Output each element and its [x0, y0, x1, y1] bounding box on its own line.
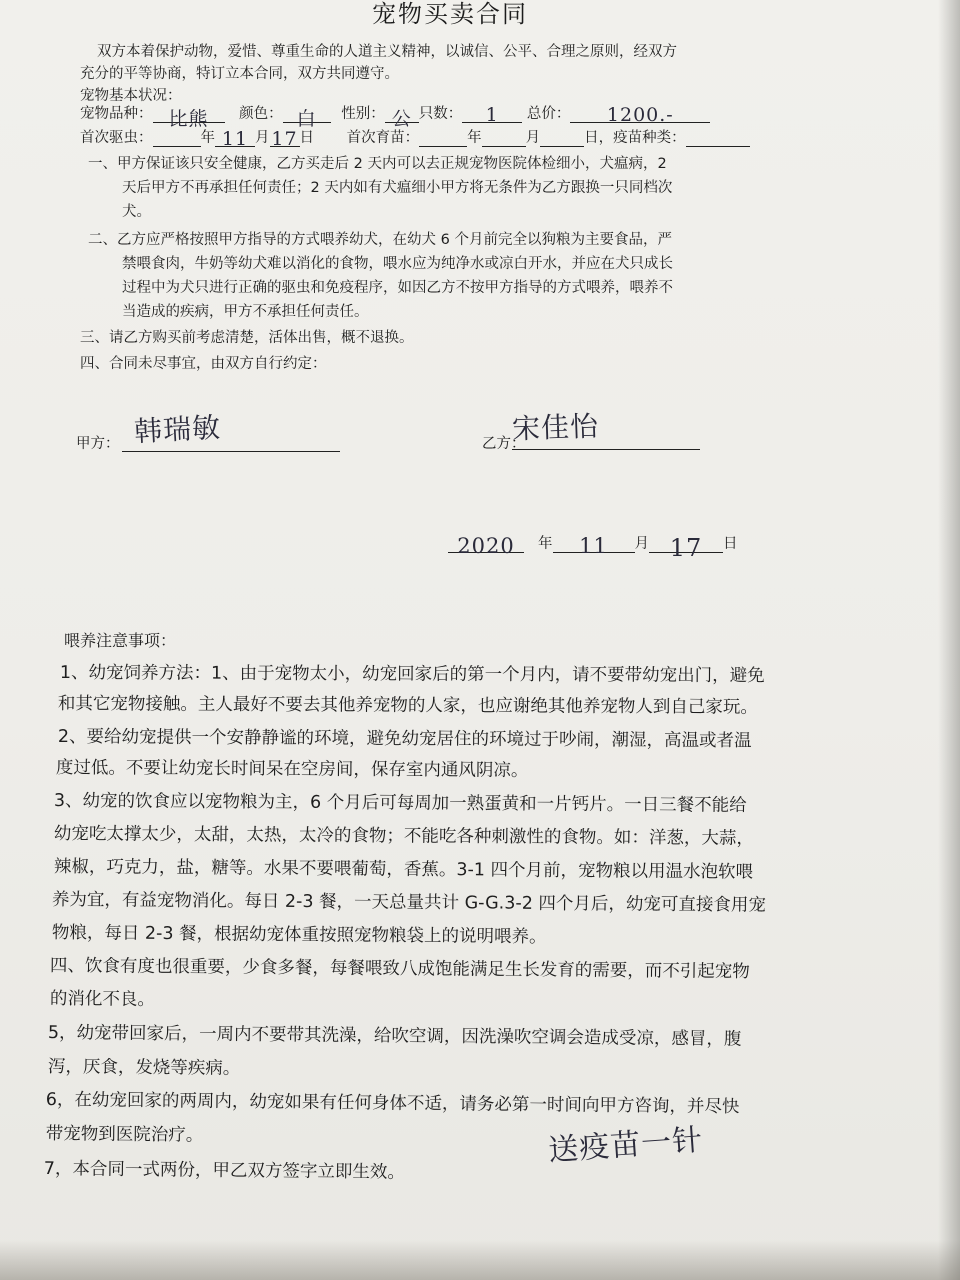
deworm-month-suffix: 月 [255, 130, 270, 146]
bottom-shadow [0, 1240, 960, 1280]
notes-heading: 喂养注意事项： [64, 631, 177, 650]
note-line: 7，本合同一式两份，甲乙双方签字立即生效。 [43, 1158, 406, 1183]
party-b-sign-line [512, 448, 700, 450]
note-line: 幼宠吃太撑太少，太甜，太热，太冷的食物；不能吃各种刺激性的食物。如：洋葱，大蒜， [53, 823, 754, 849]
vaccine-day-suffix: 日，疫苗种类： [584, 130, 686, 146]
price-label: 总价： [526, 106, 571, 122]
color-label: 颜色： [239, 106, 283, 122]
date-year: 2020 [448, 534, 524, 553]
deworm-month: 11 [215, 128, 255, 147]
note-line: 2、要给幼宠提供一个安静静谧的环境，避免幼宠居住的环境过于吵闹，潮湿，高温或者温 [57, 726, 752, 752]
date-year-suffix: 年 [538, 536, 553, 552]
date-month-suffix: 月 [634, 536, 649, 552]
note-line: 度过低。不要让幼宠长时间呆在空房间，保存室内通风阴凉。 [55, 757, 529, 781]
basic-heading: 宠物基本状况： [80, 88, 182, 104]
note-line: 带宠物到医院治疗。 [45, 1123, 204, 1146]
deworm-row [80, 126, 750, 150]
note-line: 1、幼宠饲养方法：1、由于宠物太小，幼宠回家后的第一个月内，请不要带幼宠出门，避免 [59, 662, 765, 687]
date-month: 11 [553, 534, 635, 553]
page-title: 宠物买卖合同 [372, 0, 528, 28]
date-day: 17 [649, 534, 723, 553]
clause-4: 四、合同未尽事宜，由双方自行约定： [80, 356, 327, 372]
intro-line-2: 充分的平等协商，特订立本合同，双方共同遵守。 [80, 66, 399, 82]
pet-basic-row [80, 102, 710, 130]
sex-value: 公 [385, 104, 419, 123]
sex-label: 性别： [341, 106, 385, 122]
note-line: 泻，厌食，发烧等疾病。 [47, 1056, 241, 1079]
note-line: 3、幼宠的饮食应以宠物粮为主，6 个月后可每周加一熟蛋黄和一片钙片。一日三餐不能给 [53, 790, 747, 816]
intro-line-1: 双方本着保护动物，爱惜、尊重生命的人道主义精神，以诚信、公平、合理之原则，经双方 [97, 44, 677, 60]
note-line: 6，在幼宠回家的两周内，幼宠如果有任何身体不适，请务必第一时间向甲方咨询，并尽快 [45, 1089, 740, 1118]
breed-value: 比熊 [153, 104, 225, 123]
party-a-label: 甲方： [76, 436, 120, 452]
clause-2-line-1: 二、乙方应严格按照甲方指导的方式喂养幼犬，在幼犬 6 个月前完全以狗粮为主要食品，严 [88, 232, 672, 248]
deworm-year-suffix: 年 [200, 130, 215, 146]
clause-1-line-3: 犬。 [122, 204, 151, 220]
party-b-label: 乙方： [482, 436, 526, 452]
vaccine-month-suffix: 月 [525, 130, 541, 146]
vaccine-label: 首次育苗： [346, 130, 420, 146]
price-value: 1200.- [570, 104, 710, 123]
clause-2-line-3: 过程中为犬只进行正确的驱虫和免疫程序，如因乙方不按甲方指导的方式喂养，喂养不 [122, 280, 673, 296]
contract-date [448, 532, 738, 562]
handwritten-note: 送疫苗一针 [547, 1122, 705, 1169]
clause-1-line-1: 一、甲方保证该只安全健康，乙方买走后 2 天内可以去正规宠物医院体检细小，犬瘟病，2 [88, 156, 667, 172]
clause-1-line-2: 天后甲方不再承担任何责任；2 天内如有犬瘟细小甲方将无条件为乙方跟换一只同档次 [122, 180, 673, 196]
count-label: 只数： [418, 106, 463, 122]
clause-2-line-2: 禁喂食肉，牛奶等幼犬难以消化的食物，喂水应为纯净水或凉白开水，并应在犬只成长 [122, 256, 673, 272]
note-line: 物粮，每日 2-3 餐，根据幼宠体重按照宠物粮袋上的说明喂养。 [51, 922, 547, 948]
party-a-signature: 韩瑞敏 [133, 410, 222, 449]
breed-label: 宠物品种： [80, 106, 153, 122]
note-line: 5，幼宠带回家后，一周内不要带其洗澡，给吹空调，因洗澡吹空调会造成受凉，感冒，腹 [47, 1022, 742, 1050]
note-line: 和其它宠物接触。主人最好不要去其他养宠物的人家，也应谢绝其他养宠物人到自己家玩。 [57, 693, 758, 718]
clause-2-line-4: 当造成的疾病，甲方不承担任何责任。 [122, 304, 369, 320]
deworm-day: 17 [271, 128, 298, 150]
color-value: 白 [283, 104, 331, 123]
note-line: 的消化不良。 [49, 988, 155, 1010]
party-a-sign-line [122, 450, 340, 452]
deworm-label: 首次驱虫： [80, 130, 153, 146]
note-line: 辣椒，巧克力，盐，糖等。水果不要喂葡萄，香蕉。3-1 四个月前，宠物粮以用温水泡软喂 [53, 856, 754, 883]
clause-3: 三、请乙方购买前考虑清楚，活体出售，概不退换。 [80, 330, 414, 346]
note-line: 养为宜，有益宠物消化。每日 2-3 餐，一天总量共计 G-G.3-2 四个月后，幼宠可直接食用宠 [51, 889, 767, 916]
vaccine-year-suffix: 年 [467, 130, 482, 146]
page-edge-shadow [938, 0, 960, 1280]
deworm-day-suffix: 日 [299, 130, 314, 146]
count-value: 1 [462, 104, 522, 123]
note-line: 四、饮食有度也很重要，少食多餐，每餐喂致八成饱能满足生长发育的需要，而不引起宠物 [49, 955, 750, 983]
party-b-signature: 宋佳怡 [511, 409, 600, 446]
date-day-suffix: 日 [723, 536, 738, 552]
